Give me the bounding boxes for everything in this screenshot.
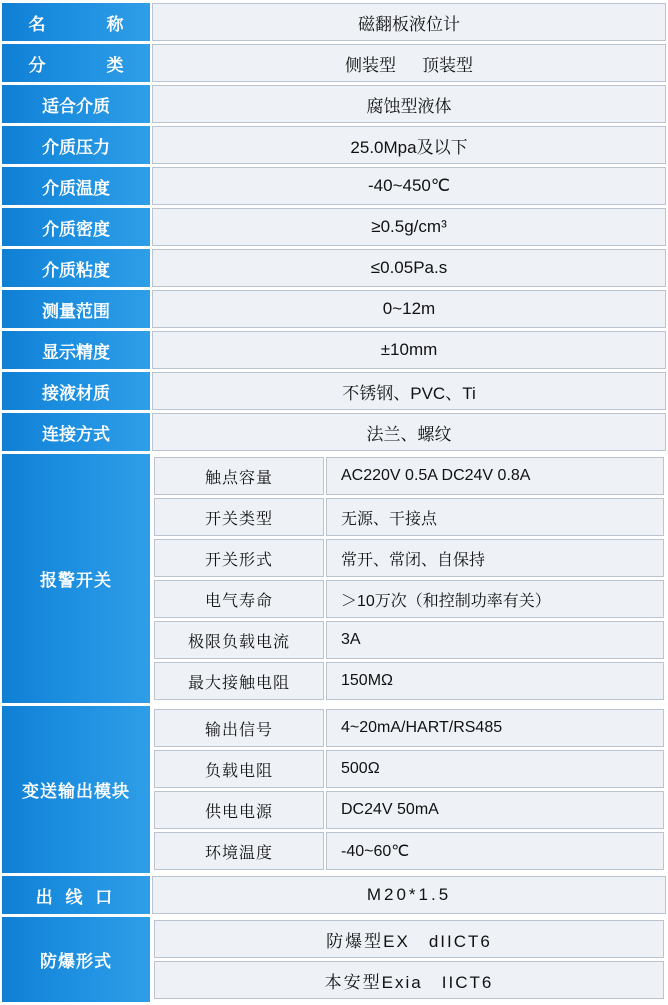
alarm-switch-subtable xyxy=(152,454,666,703)
row-label-accuracy: 显示精度 xyxy=(2,331,150,369)
table-row xyxy=(2,290,666,328)
row-label-outlet: 出 线 口 xyxy=(2,876,150,914)
alarm-contact-capacity-label: 触点容量 xyxy=(154,457,324,495)
alarm-max-contact-resistance-value: 150MΩ xyxy=(326,662,664,700)
row-label-range: 测量范围 xyxy=(2,290,150,328)
table-row-group-explosion-proof xyxy=(2,917,666,1002)
row-value-medium: 腐蚀型液体 xyxy=(152,85,666,123)
alarm-switch-type-value: 无源、干接点 xyxy=(326,498,664,536)
list-item xyxy=(154,621,664,659)
row-label-material: 接液材质 xyxy=(2,372,150,410)
row-value-accuracy: ±10mm xyxy=(152,331,666,369)
group-label-alarm-switch: 报警开关 xyxy=(2,454,150,703)
explosion-proof-value-2: 本安型Exia IICT6 xyxy=(154,961,664,999)
row-label-classification: 分 类 xyxy=(2,44,150,82)
list-item xyxy=(154,961,664,999)
group-label-transmitter-module: 变送输出模块 xyxy=(2,706,150,873)
alarm-electrical-life-label: 电气寿命 xyxy=(154,580,324,618)
table-row xyxy=(2,3,666,41)
row-label-viscosity: 介质粘度 xyxy=(2,249,150,287)
table-row xyxy=(2,44,666,82)
table-row-group-alarm xyxy=(2,454,666,703)
row-value-outlet: M20*1.5 xyxy=(152,876,666,914)
row-label-temperature: 介质温度 xyxy=(2,167,150,205)
power-supply-value: DC24V 50mA xyxy=(326,791,664,829)
table-row-group-transmitter xyxy=(2,706,666,873)
list-item xyxy=(154,580,664,618)
explosion-proof-value-1: 防爆型EX dIICT6 xyxy=(154,920,664,958)
row-value-pressure: 25.0Mpa及以下 xyxy=(152,126,666,164)
table-row xyxy=(2,249,666,287)
transmitter-module-subtable xyxy=(152,706,666,873)
list-item xyxy=(154,791,664,829)
alarm-contact-capacity-value: AC220V 0.5A DC24V 0.8A xyxy=(326,457,664,495)
row-label-connection: 连接方式 xyxy=(2,413,150,451)
row-value-viscosity: ≤0.05Pa.s xyxy=(152,249,666,287)
alarm-max-load-current-value: 3A xyxy=(326,621,664,659)
table-row xyxy=(2,372,666,410)
row-value-material: 不锈钢、PVC、Ti xyxy=(152,372,666,410)
table-row xyxy=(2,876,666,914)
table-row xyxy=(2,331,666,369)
row-value-density: ≥0.5g/cm³ xyxy=(152,208,666,246)
table-row xyxy=(2,167,666,205)
table-row xyxy=(2,208,666,246)
list-item xyxy=(154,498,664,536)
load-resistance-value: 500Ω xyxy=(326,750,664,788)
output-signal-value: 4~20mA/HART/RS485 xyxy=(326,709,664,747)
ambient-temperature-value: -40~60℃ xyxy=(326,832,664,870)
alarm-switch-form-value: 常开、常闭、自保持 xyxy=(326,539,664,577)
row-label-density: 介质密度 xyxy=(2,208,150,246)
row-value-connection: 法兰、螺纹 xyxy=(152,413,666,451)
table-row xyxy=(2,126,666,164)
alarm-max-load-current-label: 极限负载电流 xyxy=(154,621,324,659)
list-item xyxy=(154,920,664,958)
explosion-proof-subtable xyxy=(152,917,666,1002)
alarm-max-contact-resistance-label: 最大接触电阻 xyxy=(154,662,324,700)
output-signal-label: 输出信号 xyxy=(154,709,324,747)
group-label-explosion-proof: 防爆形式 xyxy=(2,917,150,1002)
list-item xyxy=(154,750,664,788)
table-row xyxy=(2,85,666,123)
list-item xyxy=(154,457,664,495)
row-value-classification xyxy=(152,44,666,82)
row-value-name: 磁翻板液位计 xyxy=(152,3,666,41)
table-row xyxy=(2,413,666,451)
list-item xyxy=(154,662,664,700)
row-value-range: 0~12m xyxy=(152,290,666,328)
row-label-name: 名 称 xyxy=(2,3,150,41)
classification-option-side: 侧装型 xyxy=(345,55,396,75)
ambient-temperature-label: 环境温度 xyxy=(154,832,324,870)
row-label-medium: 适合介质 xyxy=(2,85,150,123)
alarm-electrical-life-value: ＞10万次（和控制功率有关） xyxy=(326,580,664,618)
power-supply-label: 供电电源 xyxy=(154,791,324,829)
row-label-pressure: 介质压力 xyxy=(2,126,150,164)
row-value-temperature: -40~450℃ xyxy=(152,167,666,205)
list-item xyxy=(154,832,664,870)
load-resistance-label: 负载电阻 xyxy=(154,750,324,788)
list-item xyxy=(154,709,664,747)
classification-option-top: 顶装型 xyxy=(422,55,473,75)
list-item xyxy=(154,539,664,577)
alarm-switch-form-label: 开关形式 xyxy=(154,539,324,577)
alarm-switch-type-label: 开关类型 xyxy=(154,498,324,536)
